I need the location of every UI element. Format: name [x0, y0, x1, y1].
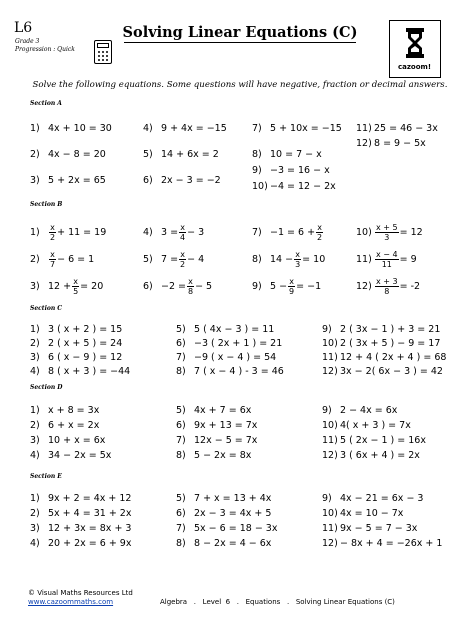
question-b7: 7) −1 = 6 + $\frac{x}{2}$ — [252, 223, 323, 243]
cazoom-logo — [389, 20, 441, 78]
question-c12: 12) 3x − 2( 6x − 3 ) = 42 — [322, 366, 443, 377]
question-a3: 3) 5 + 2x = 65 — [30, 175, 106, 186]
question-b4: 4) 3 = $\frac{x}{4}$ − 3 — [143, 223, 205, 243]
question-a12: 12) 8 = 9 − 5x — [356, 138, 426, 149]
copyright-text: © Visual Maths Resources Ltd — [28, 589, 133, 597]
question-b10: 10) $\frac{x + 5}{3}$ = 12 — [356, 223, 423, 243]
question-e4: 4) 20 + 2x = 6 + 9x — [30, 538, 132, 549]
grade-label: Grade 3 — [15, 38, 40, 45]
question-d11: 11) 5 ( 2x − 1 ) = 16x — [322, 435, 426, 446]
question-b3: 3) 12 + $\frac{x}{5}$ = 20 — [30, 277, 104, 297]
section-c-heading: Section C — [30, 305, 63, 312]
question-a7: 7) 5 + 10x = −15 — [252, 123, 342, 134]
question-d3: 3) 10 + x = 6x — [30, 435, 106, 446]
page-title: Solving Linear Equations (C) — [122, 24, 358, 41]
section-d-heading: Section D — [30, 384, 63, 391]
section-a-heading: Section A — [30, 100, 62, 107]
question-a5: 5) 14 + 6x = 2 — [143, 149, 219, 160]
question-e3: 3) 12 + 3x = 8x + 3 — [30, 523, 132, 534]
question-a11: 11) 25 = 46 − 3x — [356, 123, 438, 134]
section-e-heading: Section E — [30, 473, 62, 480]
question-b11: 11) $\frac{x - 4}{11}$ = 9 — [356, 250, 417, 270]
question-a10: 10) −4 = 12 − 2x — [252, 181, 336, 192]
question-c2: 2) 2 ( x + 5 ) = 24 — [30, 338, 123, 349]
question-e10: 10) 4x = 10 − 7x — [322, 508, 404, 519]
question-a4: 4) 9 + 4x = −15 — [143, 123, 227, 134]
question-d2: 2) 6 + x = 2x — [30, 420, 100, 431]
hourglass-icon — [406, 28, 424, 58]
question-e5: 5) 7 + x = 13 + 4x — [176, 493, 272, 504]
footer-breadcrumb: Algebra . Level 6 . Equations . Solving Linear Equations (C) — [160, 598, 395, 606]
question-c8: 8) 7 ( x − 4 ) - 3 = 46 — [176, 366, 284, 377]
logo-text: cazoom! — [397, 63, 432, 71]
question-c7: 7) −9 ( x − 4 ) = 54 — [176, 352, 277, 363]
question-d4: 4) 34 − 2x = 5x — [30, 450, 112, 461]
question-a8: 8) 10 = 7 − x — [252, 149, 322, 160]
question-d6: 6) 9x + 13 = 7x — [176, 420, 258, 431]
level-label: L6 — [14, 20, 33, 36]
question-d10: 10) 4( x + 3 ) = 7x — [322, 420, 411, 431]
question-c11: 11) 12 + 4 ( 2x + 4 ) = 68 — [322, 352, 447, 363]
question-b8: 8) 14 − $\frac{x}{3}$ = 10 — [252, 250, 326, 270]
question-e8: 8) 8 − 2x = 4 − 6x — [176, 538, 272, 549]
question-e9: 9) 4x − 21 = 6x − 3 — [322, 493, 424, 504]
question-a2: 2) 4x − 8 = 20 — [30, 149, 106, 160]
question-c9: 9) 2 ( 3x − 1 ) + 3 = 21 — [322, 324, 441, 335]
question-a9: 9) −3 = 16 − x — [252, 165, 330, 176]
question-a6: 6) 2x − 3 = −2 — [143, 175, 221, 186]
question-d9: 9) 2 − 4x = 6x — [322, 405, 398, 416]
question-c4: 4) 8 ( x + 3 ) = −44 — [30, 366, 131, 377]
question-c3: 3) 6 ( x − 9 ) = 12 — [30, 352, 123, 363]
instructions: Solve the following equations. Some questions will have negative, fraction or decimal answers. — [32, 80, 448, 90]
question-e12: 12) − 8x + 4 = −26x + 1 — [322, 538, 443, 549]
question-b12: 12) $\frac{x + 3}{8}$ = -2 — [356, 277, 421, 297]
question-b1: 1) $\frac{x}{2}$ + 11 = 19 — [30, 223, 107, 243]
question-d5: 5) 4x + 7 = 6x — [176, 405, 252, 416]
calculator-icon — [94, 40, 112, 64]
progression-label: Progression : Quick — [15, 46, 75, 53]
question-d12: 12) 3 ( 6x + 4 ) = 2x — [322, 450, 420, 461]
question-b9: 9) 5 − $\frac{x}{9}$ = −1 — [252, 277, 322, 297]
question-c6: 6) −3 ( 2x + 1 ) = 21 — [176, 338, 283, 349]
question-c1: 1) 3 ( x + 2 ) = 15 — [30, 324, 123, 335]
question-d1: 1) x + 8 = 3x — [30, 405, 100, 416]
question-c5: 5) 5 ( 4x − 3 ) = 11 — [176, 324, 275, 335]
question-b6: 6) −2 = $\frac{x}{8}$ − 5 — [143, 277, 213, 297]
title-underline — [124, 42, 356, 43]
website-link[interactable]: www.cazoommaths.com — [28, 598, 114, 606]
question-b2: 2) $\frac{x}{7}$ − 6 = 1 — [30, 250, 95, 270]
question-c10: 10) 2 ( 3x + 5 ) − 9 = 17 — [322, 338, 441, 349]
question-e2: 2) 5x + 4 = 31 + 2x — [30, 508, 132, 519]
question-e1: 1) 9x + 2 = 4x + 12 — [30, 493, 132, 504]
question-b5: 5) 7 = $\frac{x}{2}$ − 4 — [143, 250, 205, 270]
question-d7: 7) 12x − 5 = 7x — [176, 435, 258, 446]
question-a1: 1) 4x + 10 = 30 — [30, 123, 112, 134]
question-e6: 6) 2x − 3 = 4x + 5 — [176, 508, 272, 519]
question-e7: 7) 5x − 6 = 18 − 3x — [176, 523, 278, 534]
question-e11: 11) 9x − 5 = 7 − 3x — [322, 523, 418, 534]
question-d8: 8) 5 − 2x = 8x — [176, 450, 252, 461]
section-b-heading: Section B — [30, 201, 63, 208]
